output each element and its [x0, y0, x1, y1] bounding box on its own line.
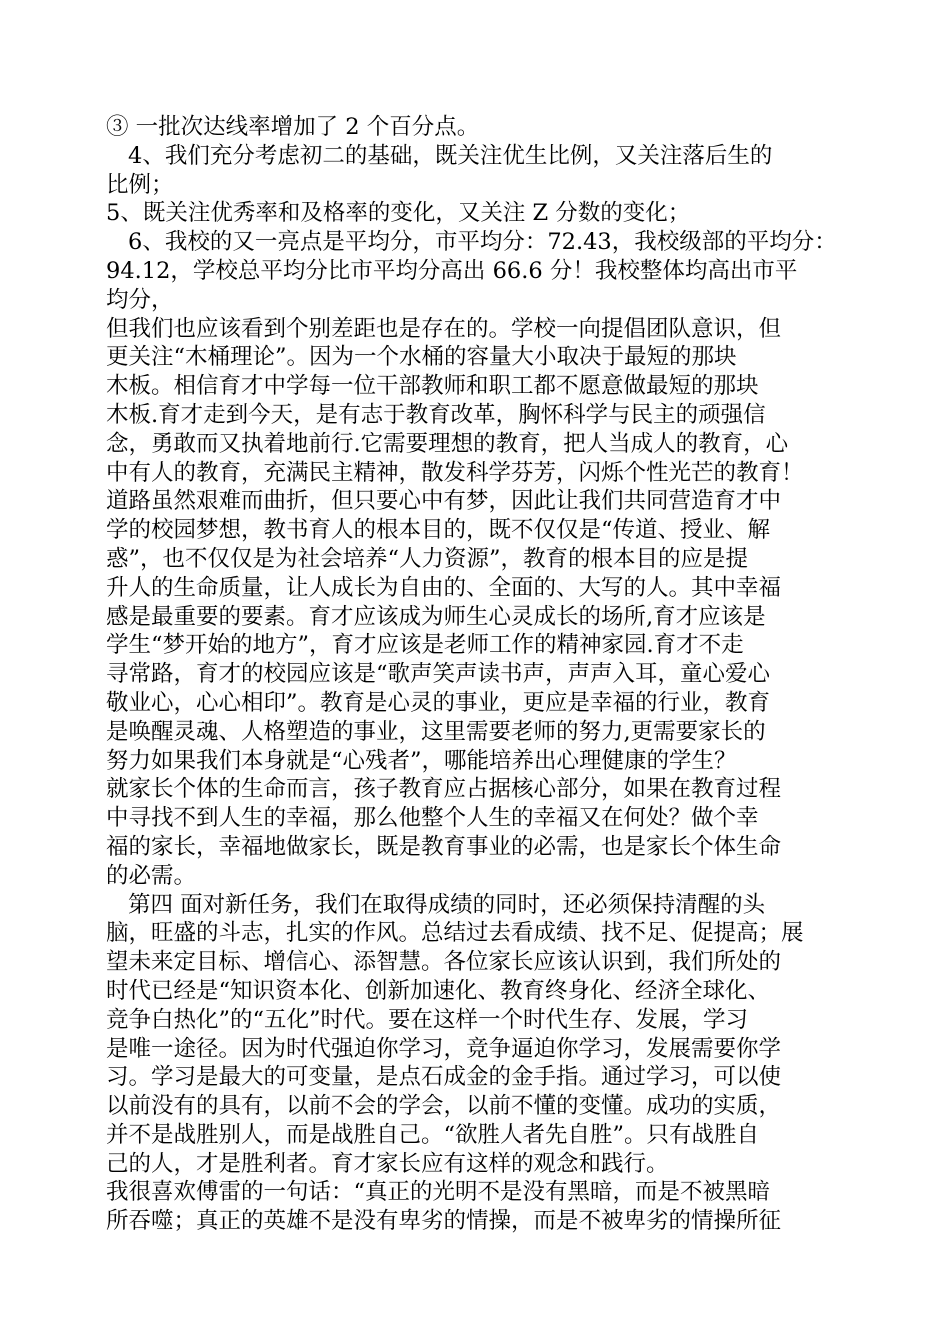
- text-line: 就家长个体的生命而言，孩子教育应占据核心部分，如果在教育过程: [106, 776, 782, 803]
- text-line: 学的校园梦想，教书育人的根本目的，既不仅仅是“传道、授业、解: [106, 517, 771, 544]
- text-line: 福的家长，幸福地做家长，既是教育事业的必需，也是家长个体生命: [106, 833, 782, 860]
- text-line: 6、我校的又一亮点是平均分，市平均分：72.43，我校级部的平均分：: [128, 229, 837, 256]
- text-line: 敬业心，心心相印”。教育是心灵的事业，更应是幸福的行业，教育: [106, 689, 771, 716]
- body-text: [106, 113, 851, 1236]
- text-line: 第四 面对新任务，我们在取得成绩的同时，还必须保持清醒的头: [128, 891, 766, 918]
- text-line: 升人的生命质量，让人成长为自由的、全面的、大写的人。其中幸福: [106, 574, 782, 601]
- text-line: 所吞噬；真正的英雄不是没有卑劣的情操，而是不被卑劣的情操所征: [106, 1208, 782, 1235]
- text-line: 5、既关注优秀率和及格率的变化，又关注 Z 分数的变化；: [106, 200, 691, 227]
- text-line: 我很喜欢傅雷的一句话：“真正的光明不是没有黑暗，而是不被黑暗: [106, 1179, 771, 1206]
- text-line: 望未来定目标、增信心、添智慧。各位家长应该认识到，我们所处的: [106, 949, 782, 976]
- text-line: 脑，旺盛的斗志，扎实的作风。总结过去看成绩、找不足、促提高；展: [106, 920, 804, 947]
- text-line: 均分，: [106, 286, 174, 313]
- text-line: 中寻找不到人生的幸福，那么他整个人生的幸福又在何处？做个幸: [106, 805, 759, 832]
- text-line: 时代已经是“知识资本化、创新加速化、教育终身化、经济全球化、: [106, 977, 771, 1004]
- text-line: 木板.育才走到今天，是有志于教育改革，胸怀科学与民主的顽强信: [106, 401, 766, 428]
- text-line: 习。学习是最大的可变量，是点石成金的金手指。通过学习，可以使: [106, 1064, 782, 1091]
- text-line: 并不是战胜别人，而是战胜自己。“欲胜人者先自胜”。只有战胜自: [106, 1121, 760, 1148]
- text-line: 木板。相信育才中学每一位干部教师和职工都不愿意做最短的那块: [106, 373, 759, 400]
- text-line: 是唯一途径。因为时代强迫你学习，竞争逼迫你学习，发展需要你学: [106, 1035, 782, 1062]
- text-line: 以前没有的具有，以前不会的学会，以前不懂的变懂。成功的实质，: [106, 1093, 782, 1120]
- text-line: 努力如果我们本身就是“心残者”，哪能培养出心理健康的学生？: [106, 747, 737, 774]
- text-line: 惑”，也不仅仅是为社会培养“人力资源”，教育的根本目的应是提: [106, 545, 749, 572]
- text-line: 己的人，才是胜利者。育才家长应有这样的观念和践行。: [106, 1150, 669, 1177]
- text-line: ③ 一批次达线率增加了 2 个百分点。: [106, 114, 480, 140]
- text-line: 4、我们充分考虑初二的基础，既关注优生比例，又关注落后生的: [128, 142, 773, 169]
- text-line: 道路虽然艰难而曲折，但只要心中有梦，因此让我们共同营造育才中: [106, 488, 782, 515]
- text-line: 比例；: [106, 171, 174, 198]
- text-line: 竞争白热化”的“五化”时代。要在这样一个时代生存、发展，学习: [106, 1006, 749, 1033]
- text-line: 学生“梦开始的地方”，育才应该是老师工作的精神家园.育才不走: [106, 632, 744, 659]
- text-line: 念，勇敢而又执着地前行.它需要理想的教育，把人当成人的教育，心: [106, 430, 789, 457]
- text-line: 但我们也应该看到个别差距也是存在的。学校一向提倡团队意识，但: [106, 315, 782, 342]
- text-line: 是唤醒灵魂、人格塑造的事业，这里需要老师的努力,更需要家长的: [106, 718, 766, 745]
- text-line: 寻常路，育才的校园应该是“歌声笑声读书声，声声入耳，童心爱心: [106, 661, 771, 688]
- text-line: 中有人的教育，充满民主精神，散发科学芬芳，闪烁个性光芒的教育！: [106, 459, 804, 486]
- text-line: 的必需。: [106, 862, 197, 889]
- text-line: 94.12，学校总平均分比市平均分高出 66.6 分！我校整体均高出市平: [106, 257, 798, 284]
- text-line: 感是最重要的要素。育才应该成为师生心灵成长的场所,育才应该是: [106, 603, 766, 630]
- text-line: 更关注“木桶理论”。因为一个水桶的容量大小取决于最短的那块: [106, 344, 737, 371]
